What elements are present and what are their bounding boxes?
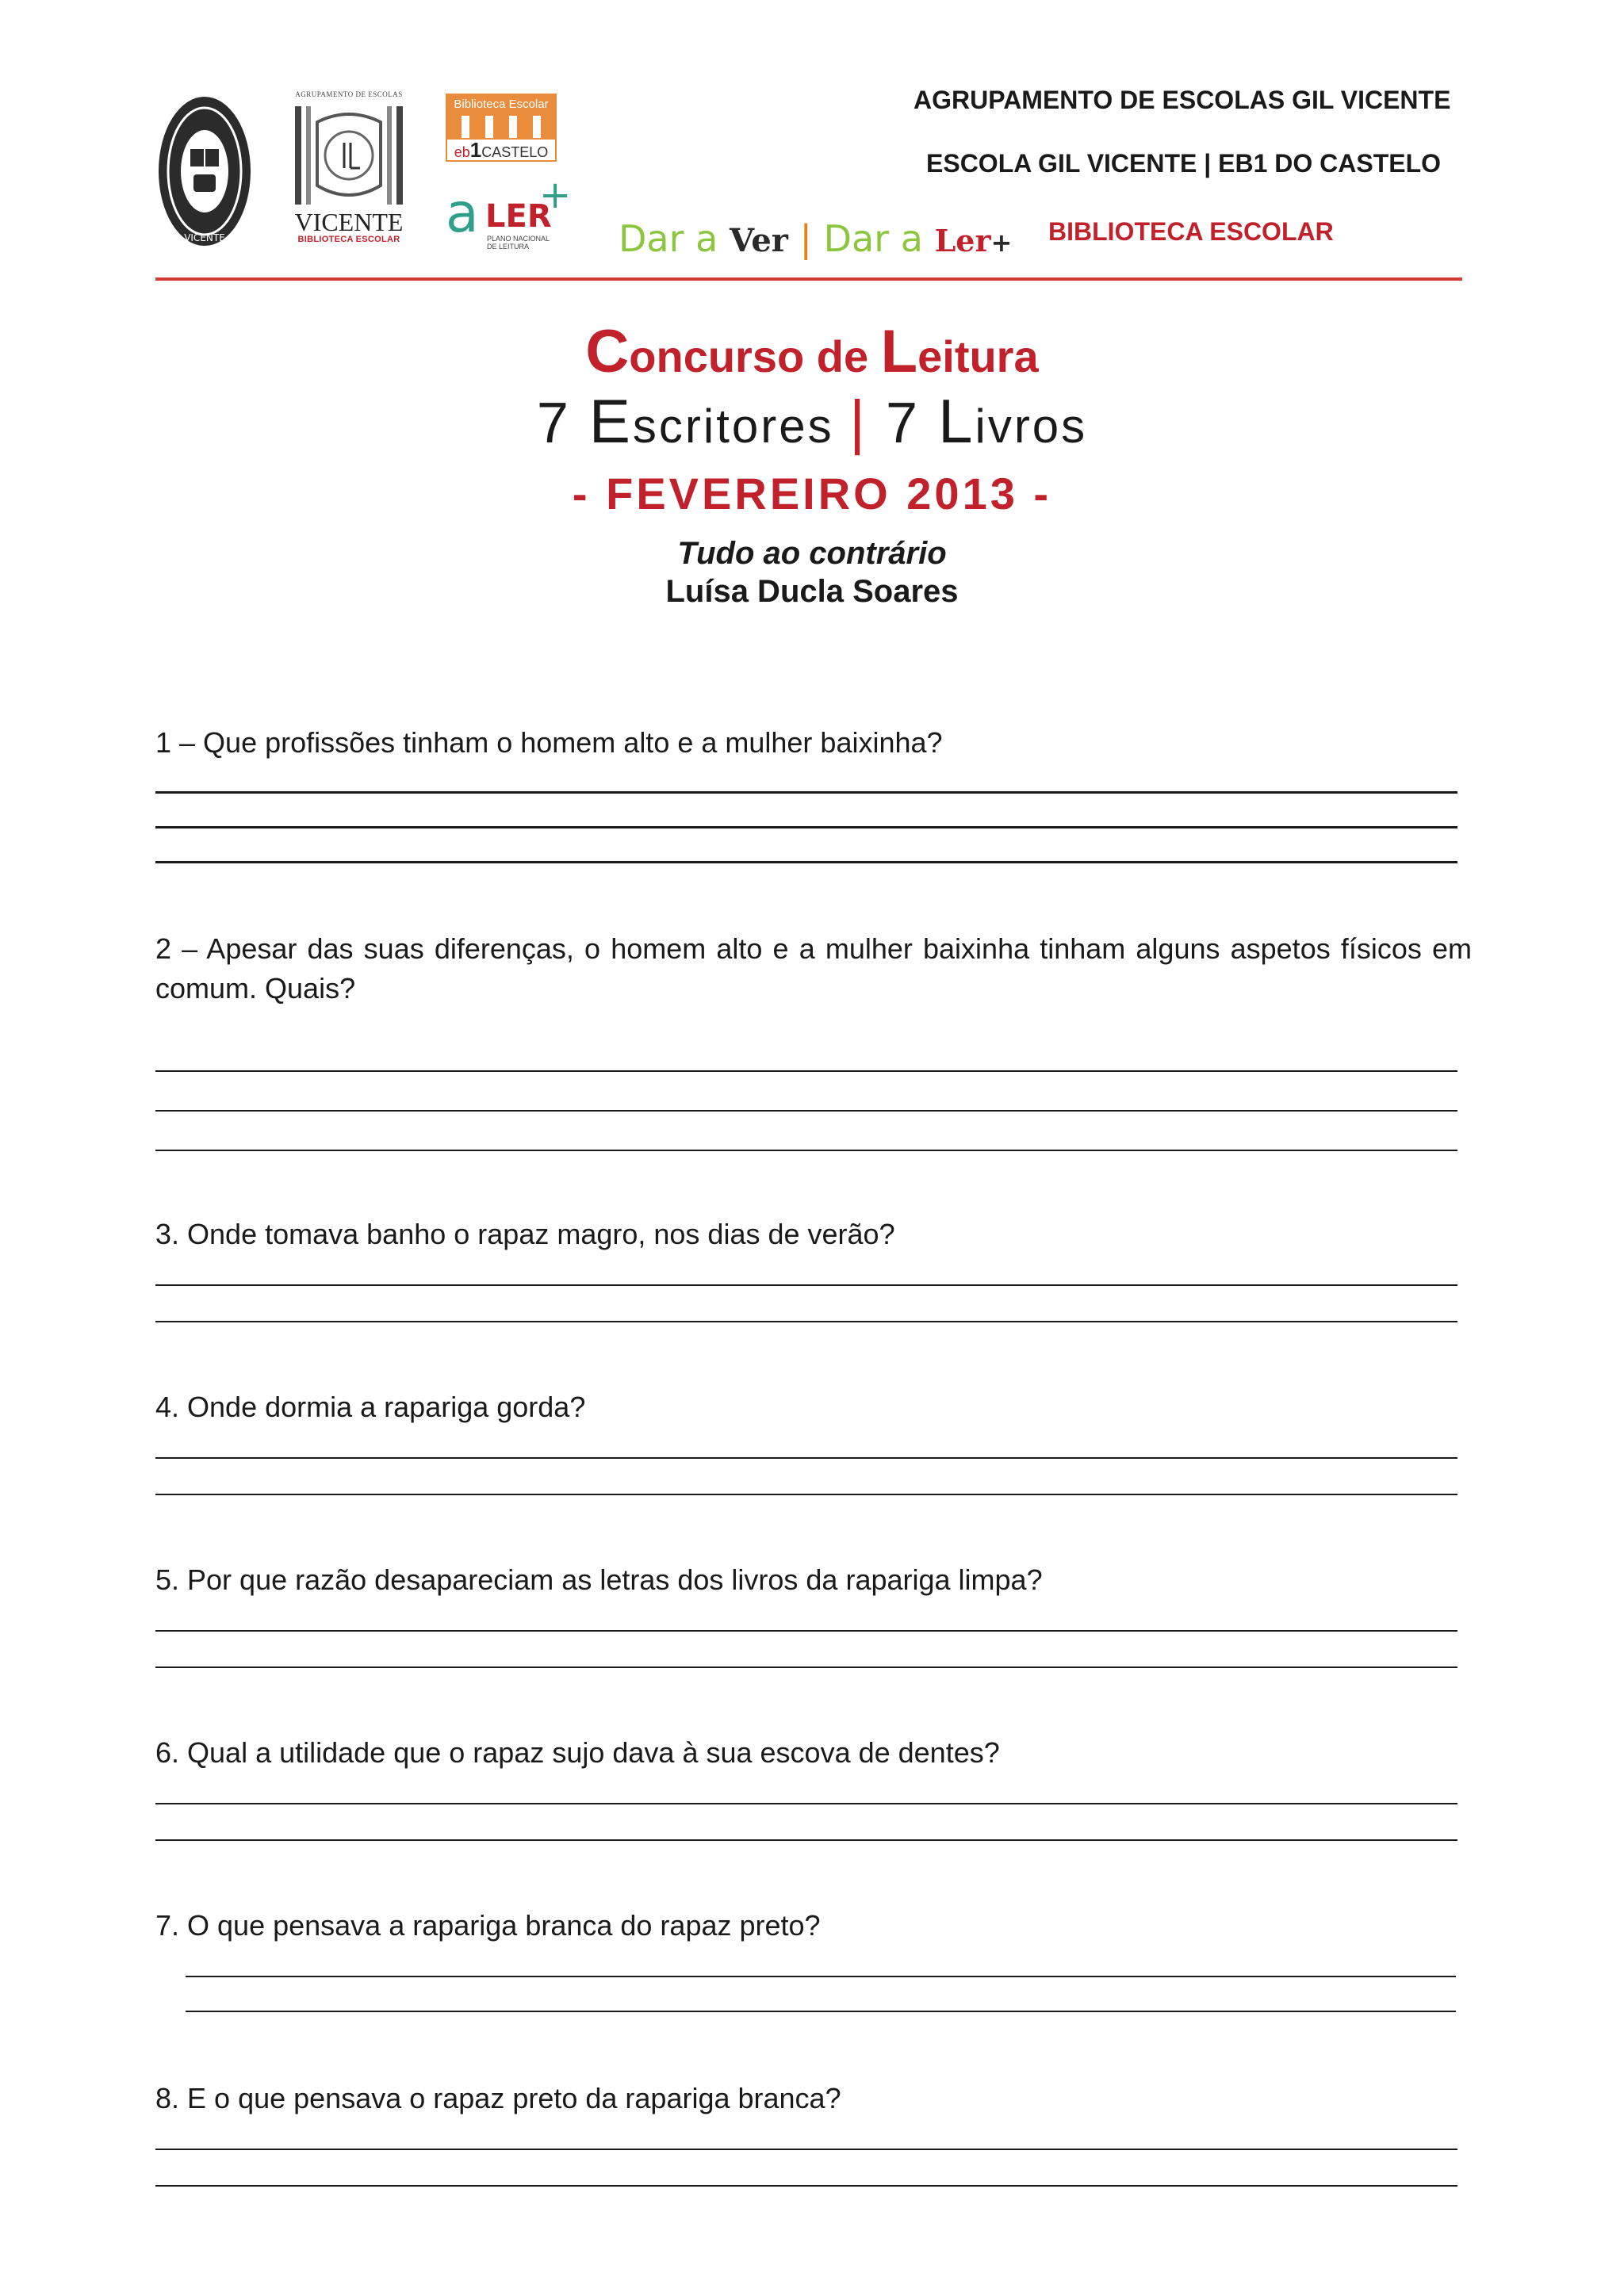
answer-line[interactable] — [155, 1630, 1457, 1632]
answer-line[interactable] — [155, 1667, 1457, 1668]
answer-line[interactable] — [186, 1976, 1456, 1977]
svg-text:VICENTE: VICENTE — [184, 232, 225, 243]
eb1-eb: eb — [454, 144, 470, 160]
answer-line[interactable] — [155, 1321, 1457, 1322]
subtitle-ivros: ivros — [975, 400, 1088, 453]
question-2: 2 – Apesar das suas diferenças, o homem alto e a mulher baixinha tinham alguns aspetos físicos em comum. Quais? — [155, 932, 1472, 1004]
question-3: 3. Onde tomava banho o rapaz magro, nos dias de verão? — [155, 1218, 895, 1250]
slogan-dar-a-2: Dar a — [823, 217, 923, 260]
answer-line[interactable] — [186, 2011, 1456, 2012]
answer-line[interactable] — [155, 1284, 1457, 1286]
eb1-castelo-logo — [446, 138, 557, 162]
subtitle-l: L — [938, 386, 975, 456]
question-8: 8. E o que pensava o rapaz preto da rapariga branca? — [155, 2082, 841, 2114]
slogan-ler: Ler — [934, 223, 991, 258]
answer-line[interactable] — [155, 1494, 1457, 1495]
answer-line[interactable] — [155, 2149, 1457, 2150]
answer-line[interactable] — [155, 1110, 1457, 1112]
eb1-castelo: CASTELO — [481, 144, 549, 160]
slogan-ver: Ver — [729, 222, 788, 259]
slogan-separator: | — [799, 217, 812, 260]
slogan — [619, 217, 1012, 260]
title-eitura: eitura — [917, 331, 1039, 381]
gv-logo-library: BIBLIOTECA ESCOLAR — [297, 235, 400, 244]
contest-month: - FEVEREIRO 2013 - — [572, 469, 1052, 519]
answer-line[interactable] — [155, 1457, 1457, 1459]
aler-logo-ler: LER — [485, 198, 552, 235]
question-1: 1 – Que profissões tinham o homem alto e a mulher baixinha? — [155, 726, 943, 759]
eb1-logo-pattern — [446, 116, 557, 138]
title-oncurso: oncurso de — [629, 331, 881, 381]
subtitle-pipe: | — [849, 388, 868, 456]
subtitle-scritores: scritores — [632, 400, 850, 453]
answer-line[interactable] — [155, 1803, 1457, 1804]
subtitle-seven-b: 7 — [868, 392, 939, 455]
question-4: 4. Onde dormia a rapariga gorda? — [155, 1391, 586, 1423]
school-seal-logo — [155, 94, 254, 249]
school-library: BIBLIOTECA ESCOLAR — [1048, 217, 1334, 246]
aler-logo-a: a — [446, 182, 479, 245]
school-group-name: AGRUPAMENTO DE ESCOLAS GIL VICENTE — [914, 86, 1451, 114]
eb1-logo-header: Biblioteca Escolar — [446, 94, 557, 116]
book-title: Tudo ao contrário — [677, 536, 947, 571]
question-7: 7. O que pensava a rapariga branca do rapaz preto? — [155, 1909, 821, 1942]
answer-line[interactable] — [155, 1070, 1457, 1072]
answer-line[interactable] — [155, 2185, 1457, 2187]
answer-line[interactable] — [155, 1150, 1457, 1151]
title-l: L — [880, 318, 918, 385]
book-author: Luísa Ducla Soares — [665, 574, 959, 609]
slogan-dar-a-1: Dar a — [619, 217, 718, 260]
answer-line[interactable] — [155, 826, 1457, 828]
subtitle-seven-a: 7 — [536, 392, 589, 455]
question-6: 6. Qual a utilidade que o rapaz sujo dava à sua escova de dentes? — [155, 1736, 1000, 1769]
eb1-one: 1 — [469, 138, 482, 162]
answer-line[interactable] — [155, 1839, 1457, 1841]
answer-line[interactable] — [155, 791, 1457, 794]
contest-subtitle — [0, 385, 1624, 457]
aler-logo-caption — [487, 235, 550, 251]
aler-caption-line-1: PLANO NACIONAL — [487, 235, 550, 243]
header-divider — [155, 277, 1462, 281]
contest-title — [0, 317, 1624, 386]
answer-line[interactable] — [155, 861, 1457, 863]
gv-logo-caption: AGRUPAMENTO DE ESCOLAS — [295, 90, 403, 98]
slogan-plus: + — [990, 228, 1013, 258]
gv-logo-name: VICENTE — [294, 208, 404, 236]
subtitle-e: E — [588, 386, 633, 456]
school-names: ESCOLA GIL VICENTE | EB1 DO CASTELO — [926, 149, 1442, 178]
aler-caption-line-2: DE LEITURA — [487, 243, 530, 251]
title-c: C — [585, 318, 630, 385]
question-5: 5. Por que razão desapareciam as letras dos livros da rapariga limpa? — [155, 1563, 1043, 1596]
aler-logo-plus: + — [539, 173, 572, 217]
